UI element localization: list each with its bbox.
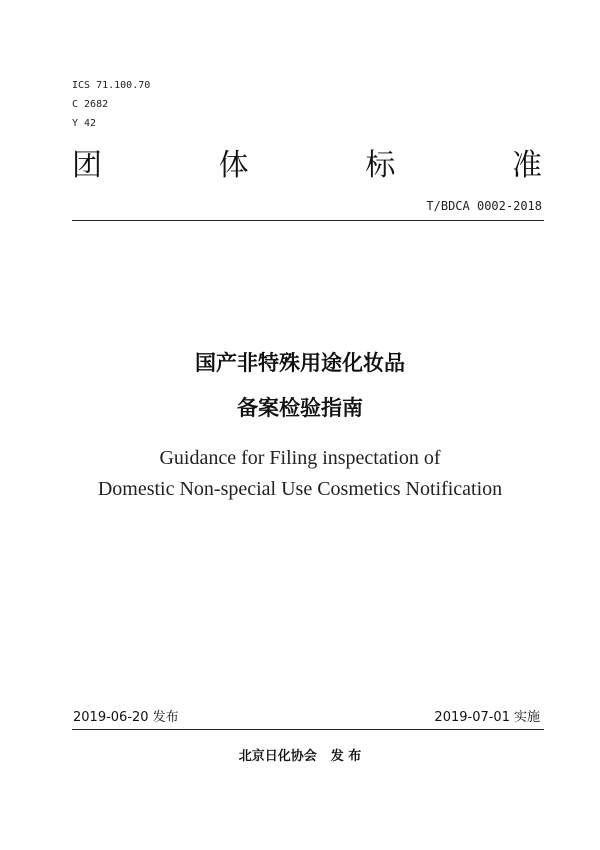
issuer-label: 发 布: [330, 749, 362, 764]
classification-codes: [72, 76, 150, 133]
heading-char: 标: [365, 148, 396, 183]
standard-type-heading: [72, 148, 542, 184]
publish-date: 2019-06-20: [73, 710, 149, 725]
chinese-title-line-1: 国产非特殊用途化妆品: [195, 351, 405, 375]
implement-label: 实施: [513, 710, 540, 725]
implement-date-block: [434, 706, 540, 725]
english-title-line-1: Guidance for Filing inspectation of: [159, 447, 441, 469]
footer-divider: [72, 729, 544, 730]
heading-char: 准: [511, 148, 542, 183]
implement-date: 2019-07-01: [434, 710, 510, 725]
issuer-name: 北京日化协会: [238, 749, 317, 764]
issuer-line: [0, 745, 600, 764]
publish-label: 发布: [152, 710, 179, 725]
english-title-line-2: Domestic Non-special Use Cosmetics Notification: [97, 478, 503, 500]
header-divider: [72, 220, 544, 221]
heading-char: 团: [72, 148, 102, 183]
ics-code: ICS 71.100.70: [72, 80, 151, 91]
publish-date-block: [73, 706, 179, 725]
heading-char: 体: [218, 148, 249, 183]
ccs-code: C 2682: [72, 99, 109, 110]
category-code: Y 42: [72, 118, 97, 129]
standard-number: T/BDCA 0002-2018: [426, 199, 542, 213]
chinese-title-line-2: 备案检验指南: [237, 396, 363, 420]
